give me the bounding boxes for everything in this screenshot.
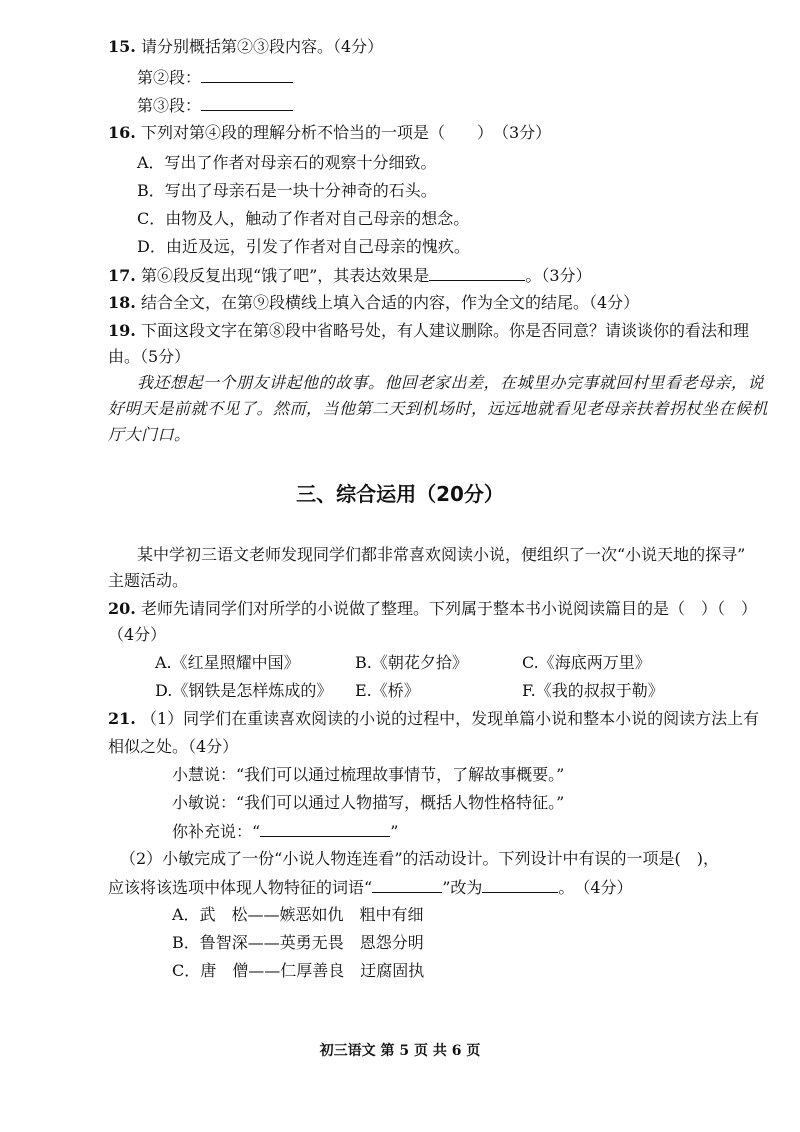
q21-option-a: A．武 松——嫉恶如仇 粗中有细	[172, 905, 424, 924]
q17-text-after: 。（3分）	[525, 266, 592, 285]
q17-number: 17.	[108, 266, 136, 285]
q17-text-before: 第⑥段反复出现“饿了吧”，其表达效果是	[140, 266, 430, 285]
q15-prompt	[108, 36, 383, 58]
q21-your-answer-line	[172, 820, 398, 843]
q21-xiaohui-quote: 小慧说：“我们可以通过梳理故事情节，了解故事概要。”	[172, 765, 565, 784]
q21-part2-c: 。 （4分）	[558, 878, 633, 897]
q15-p3-answer-blank[interactable]	[201, 94, 293, 111]
q15-p2-answer-blank[interactable]	[201, 66, 293, 83]
q21-number: 21.	[108, 709, 136, 728]
q20-number: 20.	[108, 599, 136, 618]
q21-part2-a: 应该将该选项中体现人物特征的词语“	[108, 878, 373, 897]
q21-you-before: 你补充说：“	[172, 822, 261, 841]
q15-text: 请分别概括第②③段内容。（4分）	[140, 37, 384, 56]
q15-p3-line	[137, 94, 293, 117]
q21-your-answer-blank[interactable]	[260, 820, 390, 837]
q20-option-c: C.《海底两万里》	[522, 653, 651, 672]
q19-excerpt-line3: 厅大门口。	[108, 425, 191, 444]
q18-number: 18.	[108, 293, 136, 312]
q21-option-c: C．唐 僧——仁厚善良 迂腐固执	[172, 961, 425, 980]
q19-text-line2: 由。（5分）	[108, 347, 191, 366]
q16-number: 16.	[108, 123, 136, 142]
q16-option-b: B．写出了母亲石是一块十分神奇的石头。	[137, 181, 437, 200]
q19-number: 19.	[108, 321, 136, 340]
q16-option-c: C．由物及人，触动了作者对自己母亲的想念。	[137, 209, 470, 228]
q15-p3-label: 第③段：	[137, 96, 202, 115]
q15-p2-label: 第②段：	[137, 68, 202, 87]
q21-option-b: B．鲁智深——英勇无畏 恩怨分明	[172, 933, 424, 952]
q20-prompt	[108, 598, 757, 620]
q21-part2-b: ”改为	[442, 878, 483, 897]
q20-text: 老师先请同学们对所学的小说做了整理。下列属于整本书小说阅读篇目的是（ ）（ ）	[140, 599, 757, 618]
q20-points: （4分）	[108, 625, 167, 644]
q21-part1-prompt	[108, 708, 759, 730]
page-footer: 初三语文 第 5 页 共 6 页	[319, 1043, 481, 1059]
section3-intro-line2: 主题活动。	[108, 571, 189, 590]
q19-excerpt-line1: 我还想起一个朋友讲起他的故事。他回老家出差，在城里办完事就回村里看老母亲，说	[137, 373, 765, 392]
q16-option-d: D．由近及远，引发了作者对自己母亲的愧疚。	[137, 237, 470, 256]
q20-option-e: E.《桥》	[355, 681, 420, 700]
q21-you-after: ”	[390, 822, 399, 841]
q19-excerpt-line2: 好明天是前就不见了。然而，当他第二天到机场时，远远地就看见老母亲扶着拐杖坐在候机	[108, 399, 769, 418]
q18-text: 结合全文，在第⑨段横线上填入合适的内容，作为全文的结尾。（4分）	[140, 293, 640, 312]
q19-prompt	[108, 320, 749, 342]
q15-number: 15.	[108, 37, 136, 56]
q16-option-a: A．写出了作者对母亲石的观察十分细致。	[137, 153, 437, 172]
section3-intro-line1: 某中学初三语文老师发现同学们都非常喜欢阅读小说，便组织了一次“小说天地的探寻”	[137, 545, 746, 564]
q16-text: 下列对第④段的理解分析不恰当的一项是（ ） （3分）	[140, 123, 552, 142]
q17-answer-blank[interactable]	[429, 264, 525, 281]
q20-option-b: B.《朝花夕拾》	[355, 653, 468, 672]
q21-part1-line2: 相似之处。（4分）	[108, 737, 239, 756]
q20-option-d: D.《钢铁是怎样炼成的》	[155, 681, 333, 700]
q20-option-a: A.《红星照耀中国》	[155, 653, 300, 672]
q20-option-f: F.《我的叔叔于勒》	[522, 681, 664, 700]
q21-part1-line1: （1）同学们在重读喜欢阅读的小说的过程中，发现单篇小说和整本小说的阅读方法上有	[140, 709, 760, 728]
q17-prompt	[108, 264, 592, 287]
q18-prompt	[108, 292, 639, 314]
q15-p2-line	[137, 66, 293, 89]
q19-text-line1: 下面这段文字在第⑧段中省略号处，有人建议删除。你是否同意？请谈谈你的看法和理	[140, 321, 749, 340]
section-title: 三、综合运用（20分）	[296, 482, 504, 506]
q21-wrong-word-blank[interactable]	[372, 876, 442, 893]
q21-correct-word-blank[interactable]	[482, 876, 558, 893]
q21-part2-line2	[108, 876, 633, 899]
q21-xiaomin-quote: 小敏说：“我们可以通过人物描写，概括人物性格特征。”	[172, 793, 565, 812]
q21-part2-line1: （2）小敏完成了一份“小说人物连连看”的活动设计。下列设计中有误的一项是( )，	[120, 849, 720, 868]
q16-prompt	[108, 122, 551, 144]
